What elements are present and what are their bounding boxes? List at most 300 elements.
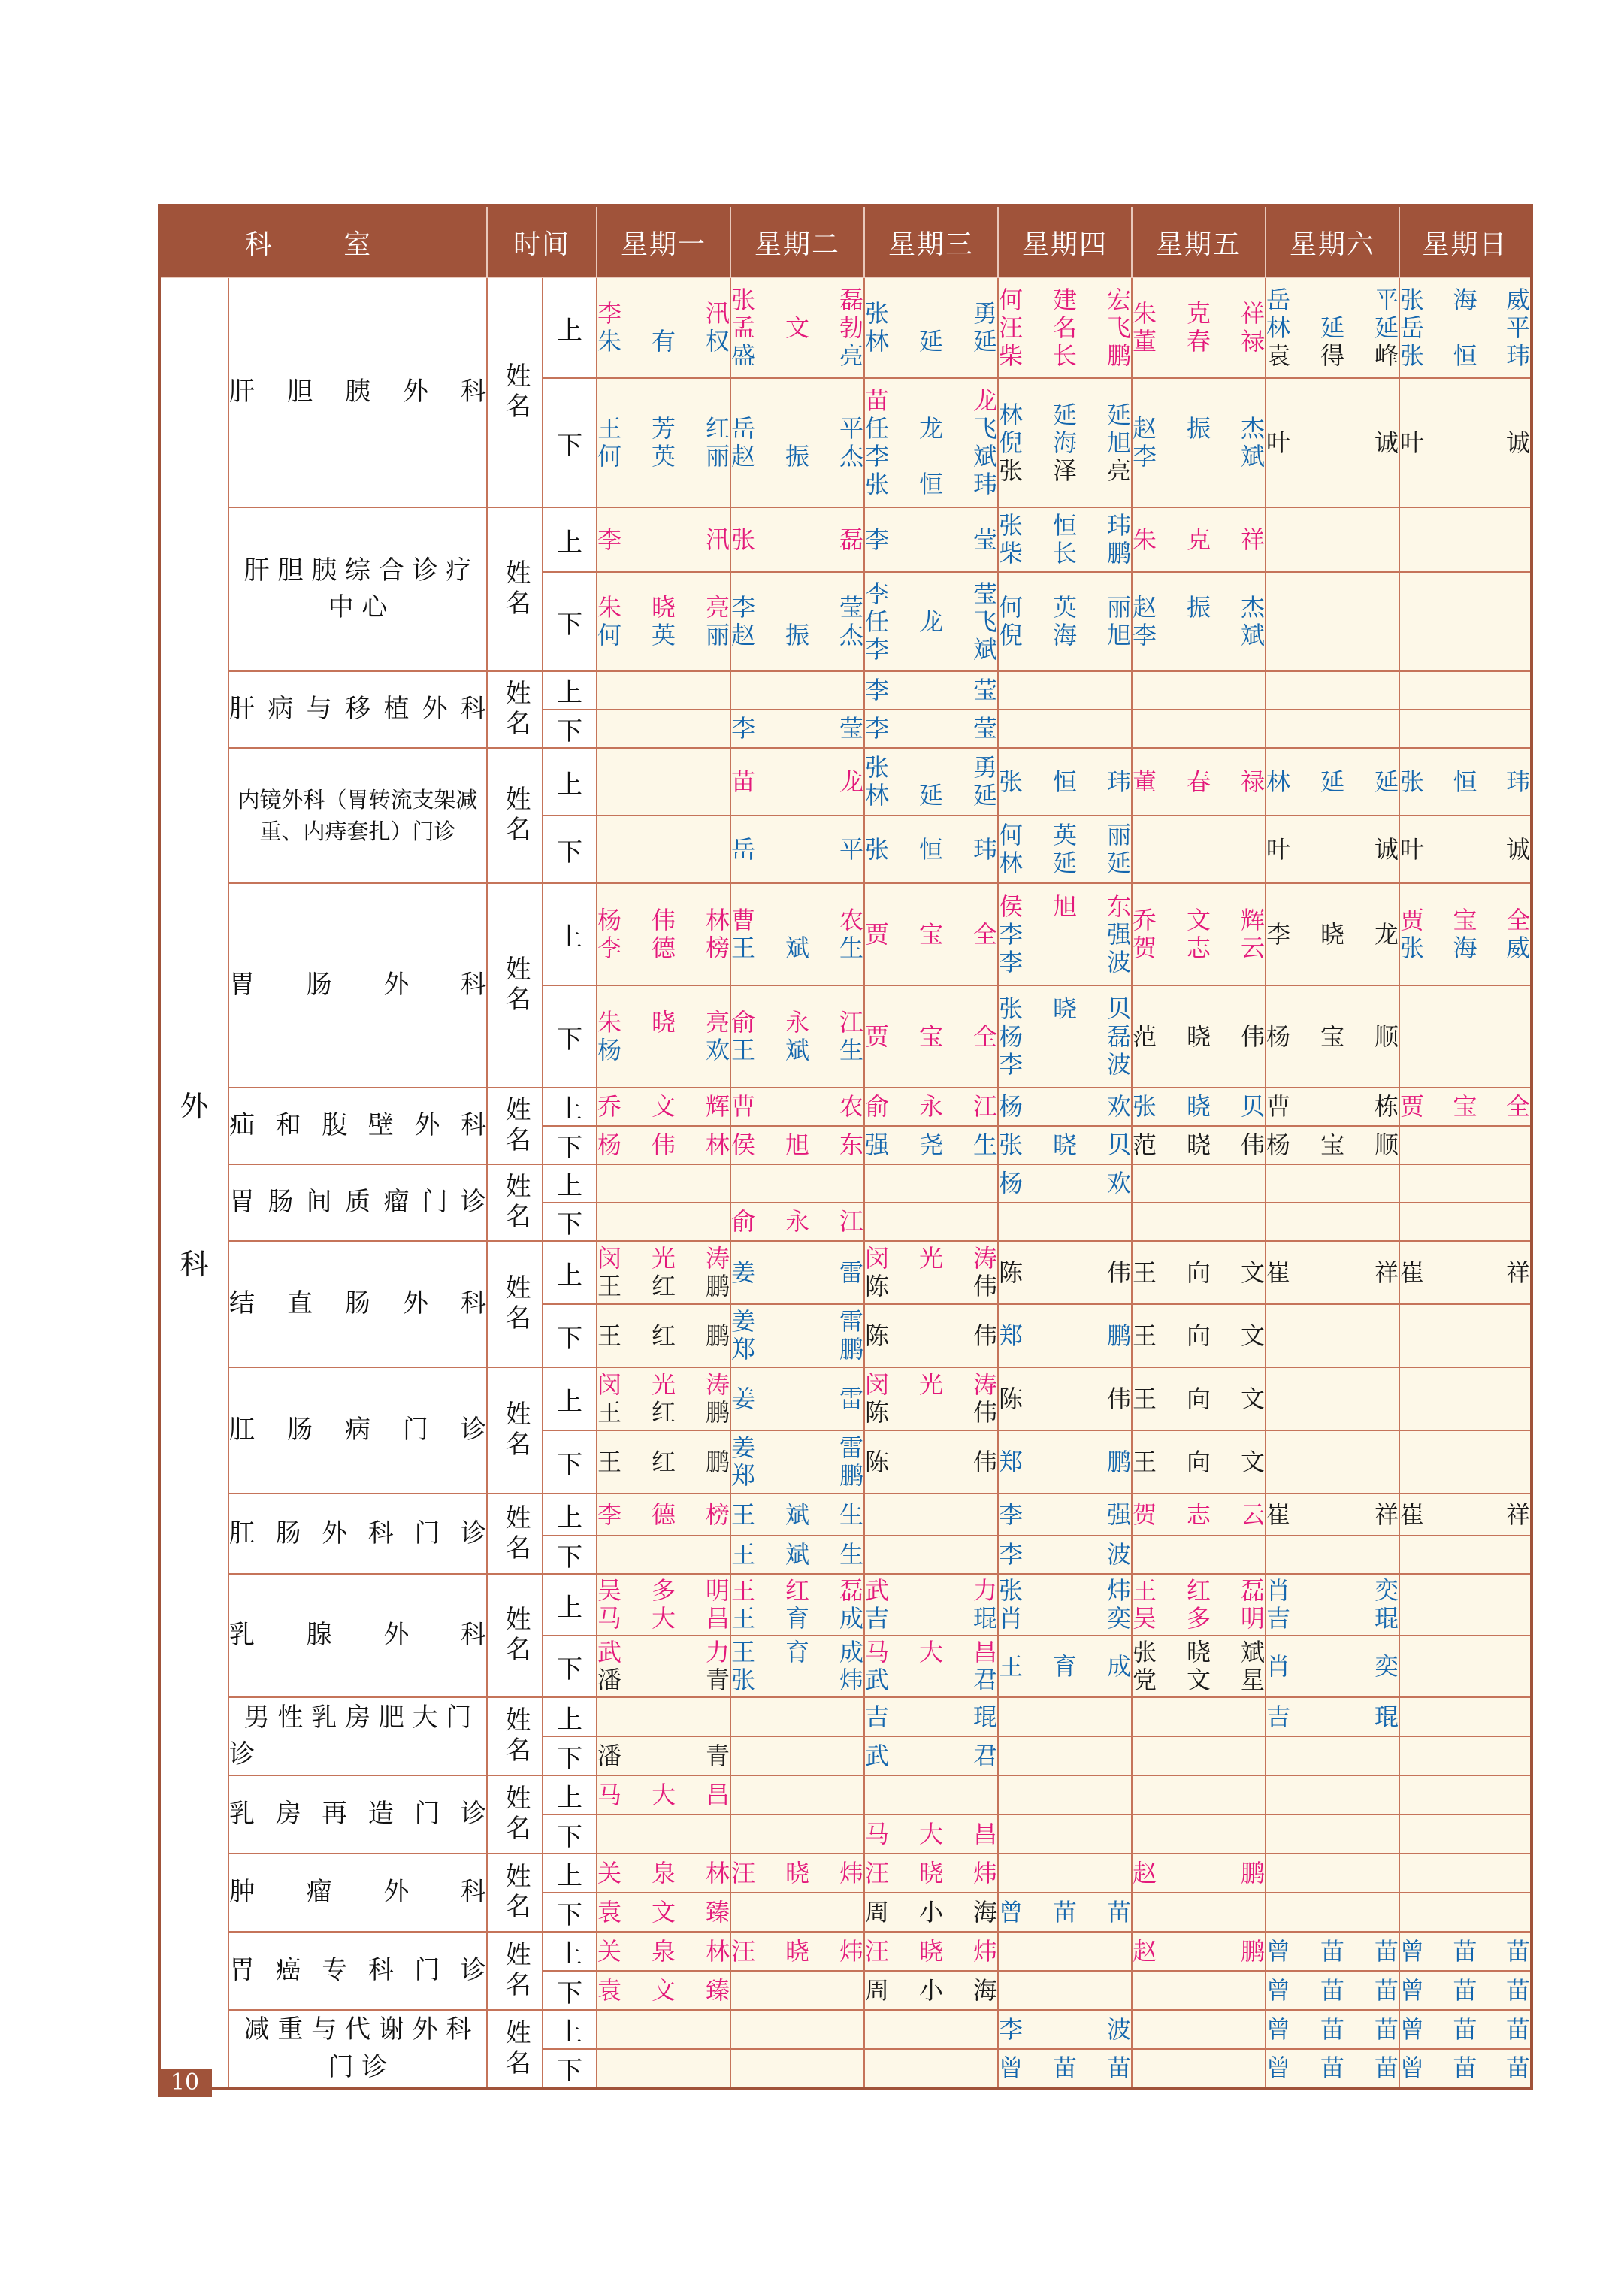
doctor-name: 苗 龙 <box>731 767 864 796</box>
doctor-name: 朱晓亮 <box>597 1008 730 1037</box>
doctor-name: 朱克祥 <box>1133 525 1266 554</box>
schedule-cell <box>597 710 730 748</box>
schedule-cell <box>597 2049 730 2088</box>
schedule-cell <box>1132 816 1266 883</box>
schedule-cell <box>597 1736 730 1775</box>
period-pm: 下 <box>543 1126 597 1164</box>
schedule-cell <box>730 748 864 816</box>
schedule-cell <box>597 277 730 378</box>
schedule-cell <box>597 507 730 572</box>
table-header <box>159 206 1532 277</box>
schedule-cell <box>998 1736 1132 1775</box>
doctor-name: 侯旭东 <box>731 1130 864 1159</box>
doctor-name: 闵光涛 <box>597 1244 730 1273</box>
schedule-cell <box>597 816 730 883</box>
dept-name: 乳房再造门诊 <box>228 1775 487 1854</box>
doctor-name: 李 波 <box>999 2014 1132 2044</box>
doctor-name: 姜 雷 <box>731 1258 864 1287</box>
schedule-cell <box>1132 378 1266 507</box>
doctor-name: 叶 诚 <box>1400 834 1531 864</box>
schedule-cell <box>1399 1697 1532 1736</box>
schedule-cell <box>864 671 998 710</box>
schedule-cell <box>1399 1971 1532 2010</box>
schedule-cell <box>597 1241 730 1304</box>
doctor-name: 张 勇 <box>865 753 998 782</box>
schedule-cell <box>597 1893 730 1932</box>
doctor-name: 董春禄 <box>1133 767 1266 796</box>
schedule-cell <box>998 1775 1132 1814</box>
doctor-name: 张恒玮 <box>999 511 1132 540</box>
doctor-name: 郑 鹏 <box>999 1321 1132 1350</box>
doctor-name: 李 莹 <box>865 676 998 704</box>
doctor-name: 李 斌 <box>1133 621 1266 649</box>
doctor-name: 何英丽 <box>999 593 1132 622</box>
doctor-name: 崔 祥 <box>1400 1500 1531 1529</box>
schedule-row <box>159 671 1532 710</box>
schedule-cell <box>730 1430 864 1494</box>
schedule-cell <box>1266 1430 1399 1494</box>
period-pm: 下 <box>543 710 597 748</box>
schedule-cell <box>730 1367 864 1430</box>
schedule-cell <box>1399 816 1532 883</box>
doctor-name: 姜 雷 <box>731 1384 864 1413</box>
schedule-cell <box>1132 1536 1266 1574</box>
name-label: 姓名 <box>487 1854 543 1932</box>
schedule-cell <box>1266 1367 1399 1430</box>
schedule-cell <box>864 1126 998 1164</box>
doctor-name: 林延延 <box>865 327 998 356</box>
doctor-name: 吉 琨 <box>865 1702 998 1731</box>
schedule-cell <box>998 710 1132 748</box>
doctor-name: 马大昌 <box>865 1638 998 1666</box>
doctor-name: 范晓伟 <box>1133 1021 1266 1051</box>
schedule-cell <box>1132 1736 1266 1775</box>
doctor-name: 曾苗苗 <box>1266 1936 1399 1966</box>
doctor-name: 郑 鹏 <box>731 1461 864 1490</box>
schedule-cell <box>1399 883 1532 985</box>
schedule-cell <box>597 1430 730 1494</box>
period-am: 上 <box>543 1088 597 1126</box>
doctor-name: 吴多明 <box>1133 1604 1266 1633</box>
period-pm: 下 <box>543 1971 597 2010</box>
doctor-name: 李 莹 <box>865 714 998 743</box>
header-day: 星期三 <box>864 206 998 277</box>
doctor-name: 张恒玮 <box>865 834 998 864</box>
period-am: 上 <box>543 1932 597 1971</box>
name-label: 姓名 <box>487 1494 543 1574</box>
doctor-name: 俞永江 <box>731 1008 864 1037</box>
doctor-name: 王育成 <box>731 1604 864 1633</box>
doctor-name: 王红磊 <box>731 1576 864 1605</box>
schedule-cell <box>730 1164 864 1203</box>
schedule-cell <box>597 1775 730 1814</box>
period-pm: 下 <box>543 1430 597 1494</box>
doctor-name: 陈 伟 <box>999 1258 1132 1287</box>
name-label: 姓名 <box>487 1697 543 1775</box>
doctor-name: 王红鹏 <box>597 1321 730 1350</box>
period-pm: 下 <box>543 985 597 1088</box>
schedule-cell <box>1399 1304 1532 1367</box>
doctor-name: 马大昌 <box>865 1819 998 1848</box>
schedule-cell <box>998 1697 1132 1736</box>
period-am: 上 <box>543 1697 597 1736</box>
schedule-cell <box>998 985 1132 1088</box>
schedule-cell <box>1132 1203 1266 1241</box>
schedule-cell <box>597 1126 730 1164</box>
doctor-name: 崔 祥 <box>1266 1258 1399 1287</box>
doctor-name: 杨 磊 <box>999 1021 1132 1051</box>
schedule-row <box>159 1697 1532 1736</box>
doctor-name: 任龙飞 <box>865 607 998 636</box>
schedule-cell <box>864 1893 998 1932</box>
schedule-cell <box>1132 507 1266 572</box>
doctor-name: 王红鹏 <box>597 1447 730 1476</box>
doctor-name: 赵 鹏 <box>1133 1858 1266 1887</box>
doctor-name: 王斌生 <box>731 934 864 962</box>
doctor-name: 乔文辉 <box>1133 906 1266 934</box>
doctor-name: 王红磊 <box>1133 1576 1266 1605</box>
schedule-cell <box>1132 1636 1266 1697</box>
schedule-cell <box>1399 277 1532 378</box>
name-label: 姓名 <box>487 1932 543 2010</box>
doctor-name: 张晓贝 <box>1133 1092 1266 1121</box>
name-label: 姓名 <box>487 1088 543 1164</box>
schedule-cell <box>1399 572 1532 671</box>
schedule-cell <box>864 748 998 816</box>
doctor-name: 李 波 <box>999 1049 1132 1079</box>
doctor-name: 任龙飞 <box>865 414 998 443</box>
schedule-cell <box>1399 1775 1532 1814</box>
doctor-name: 马大昌 <box>597 1780 730 1809</box>
name-label: 姓名 <box>487 748 543 883</box>
doctor-name: 张晓贝 <box>999 1130 1132 1159</box>
period-am: 上 <box>543 1854 597 1893</box>
schedule-cell <box>1266 1494 1399 1536</box>
period-am: 上 <box>543 1775 597 1814</box>
schedule-cell <box>1132 2010 1266 2049</box>
schedule-cell <box>1399 1574 1532 1636</box>
name-label: 姓名 <box>487 1775 543 1854</box>
doctor-name: 柴长鹏 <box>999 340 1132 370</box>
schedule-cell <box>1132 1367 1266 1430</box>
schedule-cell <box>730 985 864 1088</box>
doctor-name: 李 斌 <box>865 442 998 471</box>
schedule-cell <box>730 277 864 378</box>
schedule-cell <box>1266 1814 1399 1854</box>
name-label: 姓名 <box>487 1164 543 1241</box>
doctor-name: 岳 平 <box>731 834 864 864</box>
schedule-cell <box>597 1814 730 1854</box>
doctor-name: 曹 农 <box>731 1092 864 1121</box>
schedule-cell <box>730 1494 864 1536</box>
doctor-name: 赵振杰 <box>1133 414 1266 443</box>
schedule-cell <box>597 1164 730 1203</box>
doctor-name: 何英丽 <box>999 821 1132 849</box>
schedule-cell <box>1132 1164 1266 1203</box>
period-am: 上 <box>543 1367 597 1430</box>
doctor-name: 关泉林 <box>597 1858 730 1887</box>
doctor-name: 张恒玮 <box>1400 767 1531 796</box>
doctor-name: 王斌生 <box>731 1500 864 1529</box>
period-am: 上 <box>543 671 597 710</box>
doctor-name: 张恒玮 <box>1400 340 1531 370</box>
doctor-name: 曹 农 <box>731 906 864 934</box>
period-pm: 下 <box>543 1893 597 1932</box>
doctor-name: 何英丽 <box>597 621 730 649</box>
schedule-cell <box>1399 1494 1532 1536</box>
schedule-cell <box>1266 507 1399 572</box>
schedule-cell <box>1266 1971 1399 2010</box>
doctor-name: 王斌生 <box>731 1036 864 1064</box>
page-number: 10 <box>158 2069 212 2097</box>
dept-name: 肝 胆 胰 外 科 <box>228 277 487 507</box>
period-am: 上 <box>543 2010 597 2049</box>
schedule-cell <box>864 1574 998 1636</box>
header-dept: 科 室 <box>159 206 487 277</box>
doctor-name: 潘 青 <box>597 1666 730 1694</box>
schedule-cell <box>597 883 730 985</box>
schedule-row <box>159 883 1532 985</box>
schedule-cell <box>1266 1697 1399 1736</box>
schedule-cell <box>864 378 998 507</box>
schedule-row <box>159 1854 1532 1893</box>
category-cell <box>159 277 228 2088</box>
doctor-name: 王斌生 <box>731 1540 864 1569</box>
name-label: 姓名 <box>487 507 543 671</box>
schedule-cell <box>998 671 1132 710</box>
schedule-cell <box>1266 1932 1399 1971</box>
doctor-name: 岳 平 <box>731 414 864 443</box>
schedule-cell <box>864 816 998 883</box>
schedule-row <box>159 748 1532 816</box>
doctor-name: 汪晓炜 <box>731 1858 864 1887</box>
name-label: 姓名 <box>487 2010 543 2088</box>
doctor-name: 李德榜 <box>597 934 730 962</box>
schedule-cell <box>1132 1775 1266 1814</box>
schedule-cell <box>998 2049 1132 2088</box>
schedule-cell <box>597 1697 730 1736</box>
doctor-name: 张 勇 <box>865 299 998 328</box>
doctor-name: 杨伟林 <box>597 906 730 934</box>
schedule-cell <box>1132 1893 1266 1932</box>
schedule-cell <box>864 1088 998 1126</box>
schedule-row <box>159 2010 1532 2049</box>
doctor-name: 何建宏 <box>999 285 1132 314</box>
schedule-cell <box>730 1814 864 1854</box>
dept-name: 内镜外科（胃转流支架减重、内痔套扎）门诊 <box>228 748 487 883</box>
schedule-cell <box>1132 1494 1266 1536</box>
doctor-name: 曾苗苗 <box>1266 1975 1399 2005</box>
dept-name: 肛 肠 病 门 诊 <box>228 1367 487 1494</box>
schedule-cell <box>864 1854 998 1893</box>
doctor-name: 李晓龙 <box>1266 919 1399 949</box>
category-char: 科 <box>180 1247 209 1281</box>
doctor-name: 张恒玮 <box>999 767 1132 796</box>
doctor-name: 曾苗苗 <box>1400 1936 1531 1966</box>
schedule-cell <box>1132 710 1266 748</box>
doctor-name: 周小海 <box>865 1897 998 1926</box>
doctor-name: 李 斌 <box>1133 442 1266 471</box>
doctor-name: 贾宝全 <box>865 919 998 949</box>
period-pm: 下 <box>543 1203 597 1241</box>
doctor-name: 杨 欢 <box>999 1092 1132 1121</box>
doctor-name: 李 莹 <box>731 593 864 622</box>
doctor-name: 崔 祥 <box>1266 1500 1399 1529</box>
schedule-cell <box>597 1536 730 1574</box>
doctor-name: 叶 诚 <box>1266 834 1399 864</box>
schedule-cell <box>1399 1126 1532 1164</box>
doctor-name: 汪晓炜 <box>865 1858 998 1887</box>
schedule-cell <box>1132 572 1266 671</box>
schedule-cell <box>864 1775 998 1814</box>
doctor-name: 倪海旭 <box>999 621 1132 649</box>
schedule-cell <box>1132 1430 1266 1494</box>
dept-name: 胃 肠 外 科 <box>228 883 487 1088</box>
schedule-cell <box>864 1814 998 1854</box>
schedule-cell <box>1132 671 1266 710</box>
schedule-cell <box>1399 1736 1532 1775</box>
name-label: 姓名 <box>487 883 543 1088</box>
schedule-row <box>159 1775 1532 1814</box>
schedule-cell <box>1266 277 1399 378</box>
schedule-cell <box>1266 2049 1399 2088</box>
doctor-name: 马大昌 <box>597 1604 730 1633</box>
schedule-cell <box>1132 1088 1266 1126</box>
period-pm: 下 <box>543 572 597 671</box>
doctor-name: 张 磊 <box>731 285 864 314</box>
schedule-cell <box>864 2049 998 2088</box>
schedule-cell <box>730 507 864 572</box>
doctor-name: 林延延 <box>999 849 1132 877</box>
doctor-name: 袁得峰 <box>1266 340 1399 370</box>
dept-name: 肿 瘤 外 科 <box>228 1854 487 1932</box>
schedule-cell <box>1132 2049 1266 2088</box>
doctor-name: 王向文 <box>1133 1447 1266 1476</box>
schedule-row <box>159 1574 1532 1636</box>
doctor-name: 闵光涛 <box>865 1370 998 1399</box>
doctor-name: 岳 平 <box>1266 285 1399 314</box>
schedule-cell <box>998 1494 1132 1536</box>
schedule-cell <box>597 1932 730 1971</box>
schedule-cell <box>1266 985 1399 1088</box>
doctor-name: 杨宝顺 <box>1266 1130 1399 1159</box>
schedule-cell <box>1399 671 1532 710</box>
schedule-cell <box>597 1971 730 2010</box>
doctor-name: 张晓斌 <box>1133 1638 1266 1666</box>
schedule-cell <box>730 1971 864 2010</box>
doctor-name: 赵 鹏 <box>1133 1936 1266 1966</box>
header-day: 星期六 <box>1266 206 1399 277</box>
doctor-name: 朱晓亮 <box>597 593 730 622</box>
schedule-cell <box>730 1126 864 1164</box>
schedule-cell <box>597 985 730 1088</box>
schedule-cell <box>1399 1088 1532 1126</box>
doctor-name: 曾苗苗 <box>1400 1975 1531 2005</box>
schedule-cell <box>998 1574 1132 1636</box>
schedule-row <box>159 1367 1532 1430</box>
schedule-cell <box>1266 572 1399 671</box>
schedule-cell <box>1399 1164 1532 1203</box>
schedule-cell <box>1266 816 1399 883</box>
doctor-name: 武 力 <box>865 1576 998 1605</box>
schedule-cell <box>1399 1367 1532 1430</box>
doctor-name: 曾苗苗 <box>1400 2054 1531 2082</box>
doctor-name: 俞永江 <box>731 1207 864 1236</box>
schedule-cell <box>1266 748 1399 816</box>
schedule-cell <box>597 748 730 816</box>
doctor-name: 张恒玮 <box>865 470 998 498</box>
schedule-cell <box>1266 1088 1399 1126</box>
doctor-name: 孟文勃 <box>731 313 864 342</box>
schedule-cell <box>1132 1814 1266 1854</box>
dept-name: 胃癌专科门诊 <box>228 1932 487 2010</box>
schedule-cell <box>597 1494 730 1536</box>
doctor-name: 张泽亮 <box>999 456 1132 485</box>
doctor-name: 张 炜 <box>731 1666 864 1694</box>
doctor-name: 李 强 <box>999 919 1132 949</box>
period-am: 上 <box>543 507 597 572</box>
doctor-name: 闵光涛 <box>865 1244 998 1273</box>
schedule-cell <box>730 1636 864 1697</box>
schedule-row <box>159 1494 1532 1536</box>
period-pm: 下 <box>543 1736 597 1775</box>
schedule-cell <box>1266 1893 1399 1932</box>
header-day: 星期四 <box>998 206 1132 277</box>
doctor-name: 曹 栋 <box>1266 1092 1399 1121</box>
schedule-cell <box>597 1088 730 1126</box>
schedule-cell <box>998 1971 1132 2010</box>
doctor-name: 袁文臻 <box>597 1975 730 2005</box>
doctor-name: 李德榜 <box>597 1500 730 1529</box>
dept-name: 男 性 乳 房 肥 大 门 诊 <box>228 1697 487 1775</box>
schedule-cell <box>1266 1126 1399 1164</box>
schedule-cell <box>1399 1854 1532 1893</box>
schedule-cell <box>1266 2010 1399 2049</box>
period-pm: 下 <box>543 2049 597 2088</box>
doctor-name: 张 炜 <box>999 1576 1132 1605</box>
schedule-cell <box>1399 1430 1532 1494</box>
period-pm: 下 <box>543 1636 597 1697</box>
doctor-name: 杨宝顺 <box>1266 1021 1399 1051</box>
doctor-name: 乔文辉 <box>597 1092 730 1121</box>
doctor-name: 盛 亮 <box>731 340 864 370</box>
doctor-name: 李 斌 <box>865 634 998 664</box>
doctor-name: 贾宝全 <box>1400 906 1531 934</box>
schedule-cell <box>998 507 1132 572</box>
schedule-cell <box>1132 1126 1266 1164</box>
name-label: 姓名 <box>487 1367 543 1494</box>
schedule-cell <box>864 883 998 985</box>
schedule-cell <box>998 1241 1132 1304</box>
doctor-name: 王红鹏 <box>597 1398 730 1427</box>
doctor-name: 李 强 <box>999 1500 1132 1529</box>
doctor-name: 袁文臻 <box>597 1897 730 1926</box>
schedule-cell <box>1266 1241 1399 1304</box>
schedule-cell <box>998 1854 1132 1893</box>
dept-name: 肝 胆 胰 综 合 诊 疗 中 心 <box>228 507 487 671</box>
doctor-name: 陈 伟 <box>999 1384 1132 1413</box>
schedule-cell <box>1266 1574 1399 1636</box>
doctor-name: 林延延 <box>1266 313 1399 342</box>
doctor-name: 贾宝全 <box>865 1021 998 1051</box>
dept-name: 减 重 与 代 谢 外 科 门 诊 <box>228 2010 487 2088</box>
doctor-name: 赵振杰 <box>1133 593 1266 622</box>
period-am: 上 <box>543 748 597 816</box>
doctor-name: 李 莹 <box>865 525 998 554</box>
schedule-cell <box>730 671 864 710</box>
period-am: 上 <box>543 1574 597 1636</box>
period-pm: 下 <box>543 816 597 883</box>
